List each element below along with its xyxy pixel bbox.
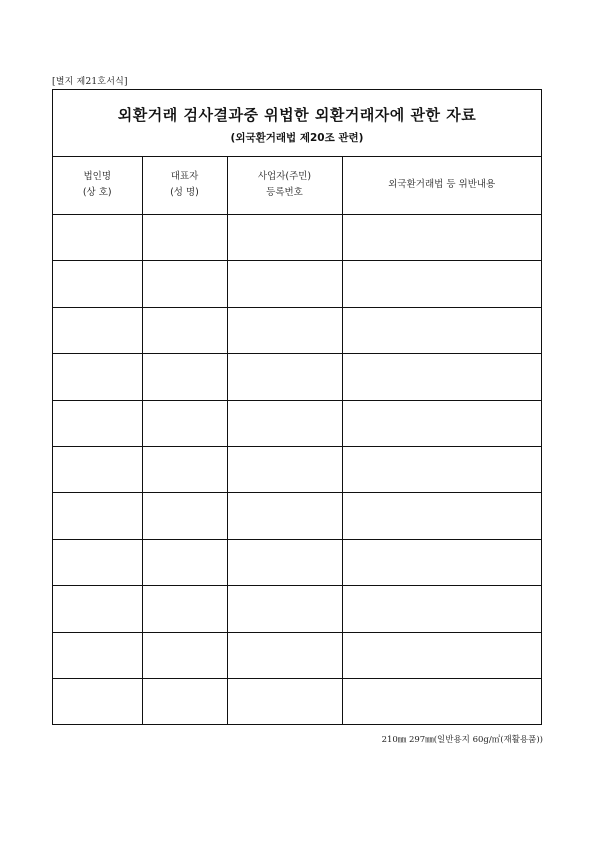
registration-number-cell[interactable] — [227, 539, 342, 585]
table-row — [53, 493, 541, 539]
representative-cell[interactable] — [142, 493, 227, 539]
form-number-label: [별지 제21호서식] — [52, 77, 128, 87]
company-name-cell[interactable] — [53, 400, 142, 446]
title-area — [53, 90, 541, 157]
column-header-line: 등록번호 — [266, 187, 303, 198]
table-row — [53, 215, 541, 261]
representative-cell[interactable] — [142, 586, 227, 632]
paper-size-note: 210㎜ 297㎜(일반용지 60g/㎡(재활용품)) — [381, 735, 543, 745]
violation-cell[interactable] — [342, 539, 541, 585]
form-subtitle: (외국환거래법 제20조 관련) — [230, 132, 364, 144]
representative-cell[interactable] — [142, 400, 227, 446]
violation-cell[interactable] — [342, 354, 541, 400]
violation-cell[interactable] — [342, 307, 541, 353]
column-header-line: (성 명) — [170, 187, 199, 198]
violation-cell[interactable] — [342, 493, 541, 539]
representative-cell[interactable] — [142, 261, 227, 307]
company-name-cell[interactable] — [53, 446, 142, 492]
registration-number-cell[interactable] — [227, 493, 342, 539]
company-name-cell[interactable] — [53, 493, 142, 539]
company-name-cell[interactable] — [53, 632, 142, 678]
company-name-cell[interactable] — [53, 307, 142, 353]
company-name-cell[interactable] — [53, 215, 142, 261]
table-row — [53, 678, 541, 724]
table-row — [53, 261, 541, 307]
table-row — [53, 446, 541, 492]
representative-cell[interactable] — [142, 678, 227, 724]
table-body — [53, 215, 541, 725]
column-header-line: (상 호) — [82, 187, 112, 198]
column-header-line: 법인명 — [83, 171, 112, 182]
form-title: 외환거래 검사결과중 위법한 외환거래자에 관한 자료 — [117, 106, 477, 124]
column-header-violation — [342, 156, 541, 215]
column-header-company — [53, 156, 142, 215]
representative-cell[interactable] — [142, 539, 227, 585]
registration-number-cell[interactable] — [227, 261, 342, 307]
column-header-representative — [142, 156, 227, 215]
violation-cell[interactable] — [342, 400, 541, 446]
table-row — [53, 539, 541, 585]
registration-number-cell[interactable] — [227, 400, 342, 446]
table-row — [53, 400, 541, 446]
column-header-line: 사업자(주민) — [257, 171, 312, 182]
table-row — [53, 632, 541, 678]
company-name-cell[interactable] — [53, 678, 142, 724]
representative-cell[interactable] — [142, 446, 227, 492]
representative-cell[interactable] — [142, 632, 227, 678]
registration-number-cell[interactable] — [227, 586, 342, 632]
representative-cell[interactable] — [142, 215, 227, 261]
form-container — [52, 89, 542, 725]
violation-cell[interactable] — [342, 586, 541, 632]
company-name-cell[interactable] — [53, 354, 142, 400]
table-row — [53, 307, 541, 353]
registration-number-cell[interactable] — [227, 307, 342, 353]
registration-number-cell[interactable] — [227, 632, 342, 678]
registration-number-cell[interactable] — [227, 354, 342, 400]
registration-number-cell[interactable] — [227, 215, 342, 261]
violation-cell[interactable] — [342, 678, 541, 724]
column-header-line: 대표자 — [170, 171, 199, 182]
company-name-cell[interactable] — [53, 261, 142, 307]
violation-cell[interactable] — [342, 632, 541, 678]
violation-cell[interactable] — [342, 215, 541, 261]
column-header-line: 외국환거래법 등 위반내용 — [388, 179, 496, 190]
violation-cell[interactable] — [342, 261, 541, 307]
registration-number-cell[interactable] — [227, 446, 342, 492]
column-header-registration-number — [227, 156, 342, 215]
violation-cell[interactable] — [342, 446, 541, 492]
registration-number-cell[interactable] — [227, 678, 342, 724]
representative-cell[interactable] — [142, 354, 227, 400]
representative-cell[interactable] — [142, 307, 227, 353]
table-row — [53, 586, 541, 632]
table-header-row — [53, 156, 541, 215]
violator-table — [53, 156, 541, 724]
company-name-cell[interactable] — [53, 539, 142, 585]
table-row — [53, 354, 541, 400]
company-name-cell[interactable] — [53, 586, 142, 632]
